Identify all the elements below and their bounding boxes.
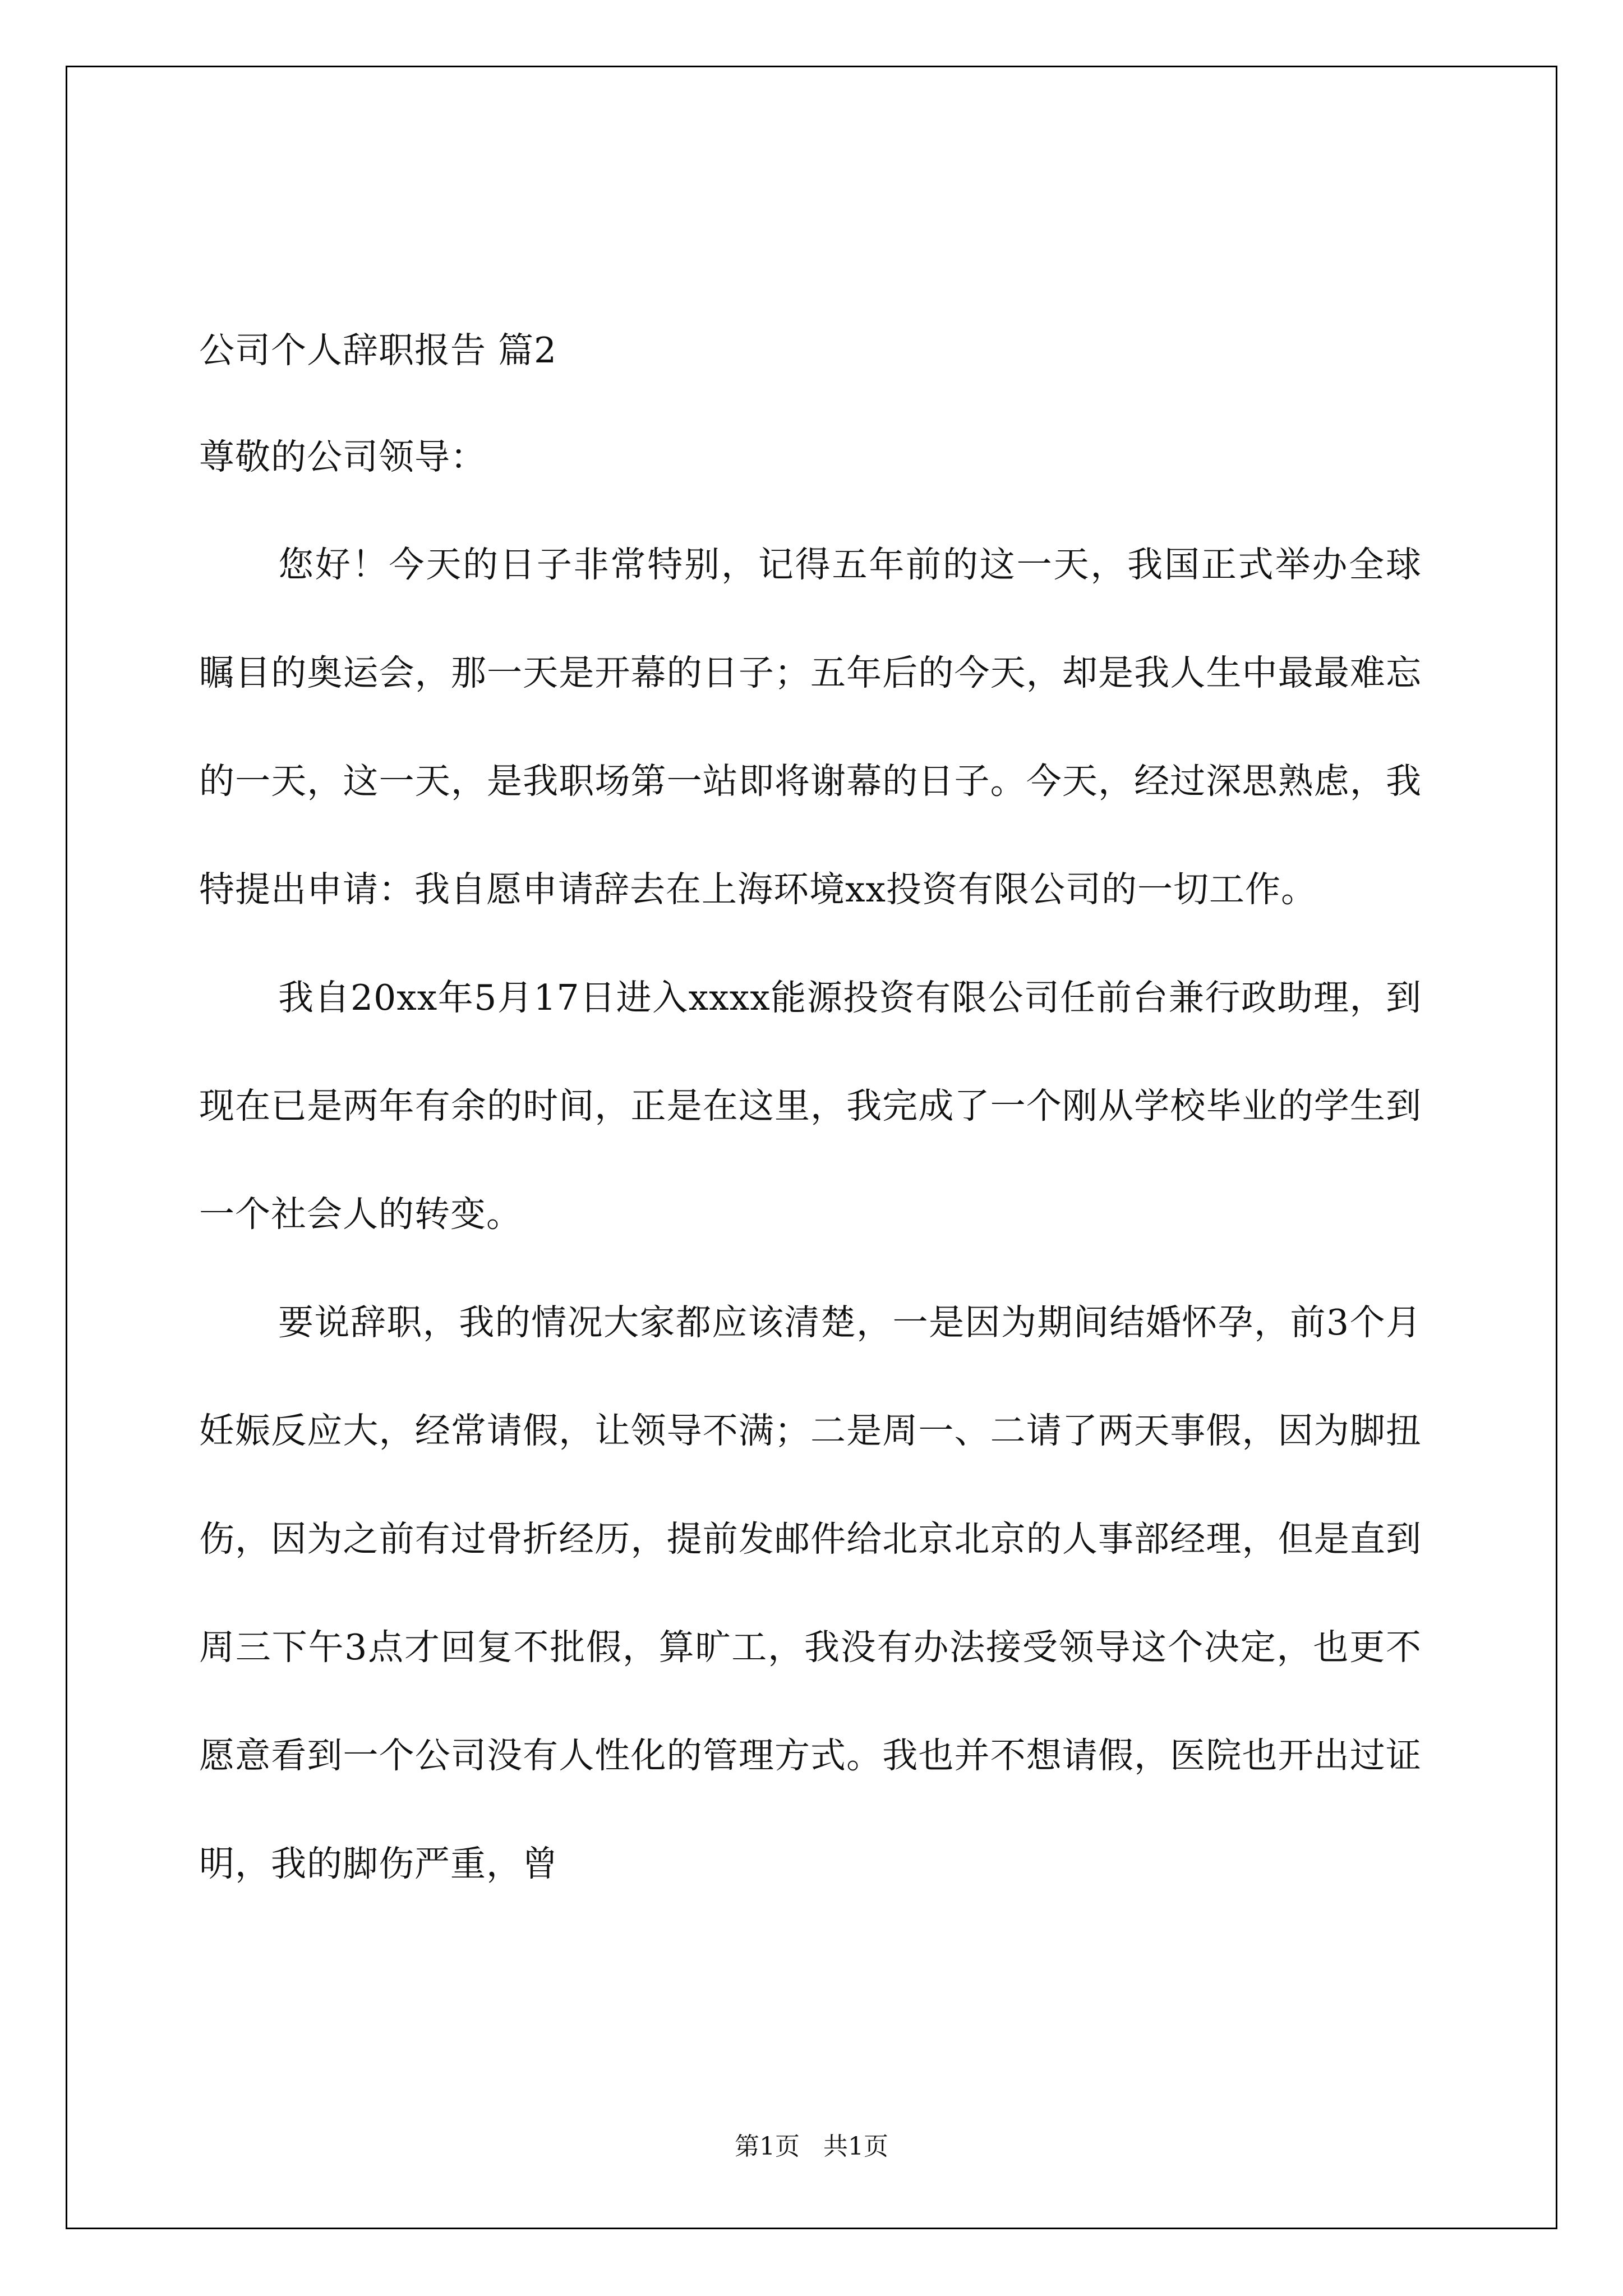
page-number-total: 共1页 — [823, 2132, 888, 2161]
document-heading: 公司个人辞职报告 篇2 — [199, 330, 557, 371]
page-footer — [0, 2132, 1623, 2162]
paragraph-1: 您好！今天的日子非常特别，记得五年前的这一天，我国正式举办全球瞩目的奥运会，那一天是开幕的日子；五年后的今天，却是我人生中最最难忘的一天，这一天，是我职场第一站即将谢幕的日子。今天，经过深思熟虑，我特提出申请：我自愿申请辞去在上海环境xx投资有限公司的一切工作。 — [199, 544, 1422, 910]
document-body — [199, 329, 1422, 1918]
page-number-current: 第1页 — [735, 2132, 800, 2161]
paragraph-3: 要说辞职，我的情况大家都应该清楚，一是因为期间结婚怀孕，前3个月妊娠反应大，经常请假，让领导不满；二是周一、二请了两天事假，因为脚扭伤，因为之前有过骨折经历，提前发邮件给北京北京的人事部经理，但是直到周三下午3点才回复不批假，算旷工，我没有办法接受领导这个决定，也更不愿意看到一个公司没有人性化的管理方式。我也并不想请假，医院也开出过证明，我的脚伤严重，曾 — [199, 1302, 1422, 1884]
salutation: 尊敬的公司领导： — [199, 436, 486, 477]
paragraph-2: 我自20xx年5月17日进入xxxx能源投资有限公司任前台兼行政助理，到现在已是两年有余的时间，正是在这里，我完成了一个刚从学校毕业的学生到一个社会人的转变。 — [199, 977, 1422, 1235]
